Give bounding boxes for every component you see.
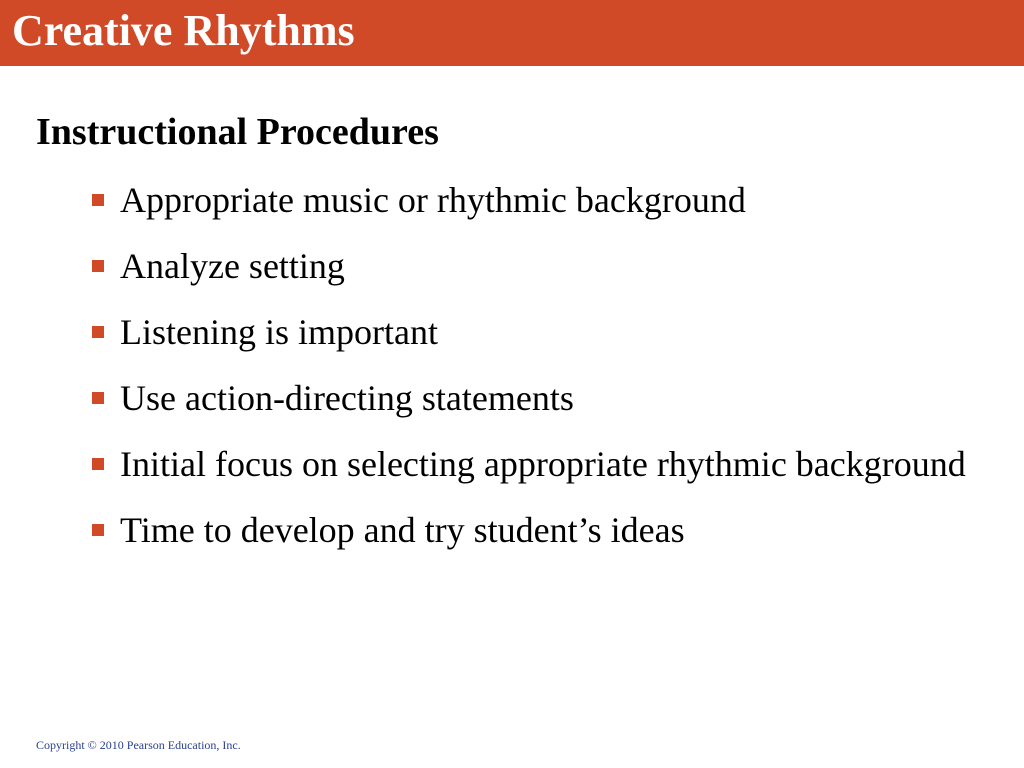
bullet-text: Time to develop and try student’s ideas: [120, 510, 685, 550]
list-item: [90, 310, 990, 355]
title-bar: [0, 0, 1024, 66]
square-bullet-icon: [92, 194, 104, 206]
bullet-text: Initial focus on selecting appropriate rhythmic background: [120, 444, 966, 484]
square-bullet-icon: [92, 260, 104, 272]
square-bullet-icon: [92, 458, 104, 470]
square-bullet-icon: [92, 392, 104, 404]
list-item: [90, 244, 990, 289]
list-item: [90, 178, 990, 223]
square-bullet-icon: [92, 524, 104, 536]
section-heading: Instructional Procedures: [36, 111, 439, 153]
bullet-text: Listening is important: [120, 312, 438, 352]
list-item: [90, 376, 990, 421]
bullet-text: Use action-directing statements: [120, 378, 574, 418]
square-bullet-icon: [92, 326, 104, 338]
copyright-footer: Copyright © 2010 Pearson Education, Inc.: [36, 738, 241, 752]
bullet-text: Analyze setting: [120, 246, 345, 286]
bullet-list: [90, 178, 990, 574]
bullet-text: Appropriate music or rhythmic background: [120, 180, 746, 220]
list-item: [90, 442, 990, 487]
list-item: [90, 508, 990, 553]
slide-title: Creative Rhythms: [12, 6, 355, 55]
